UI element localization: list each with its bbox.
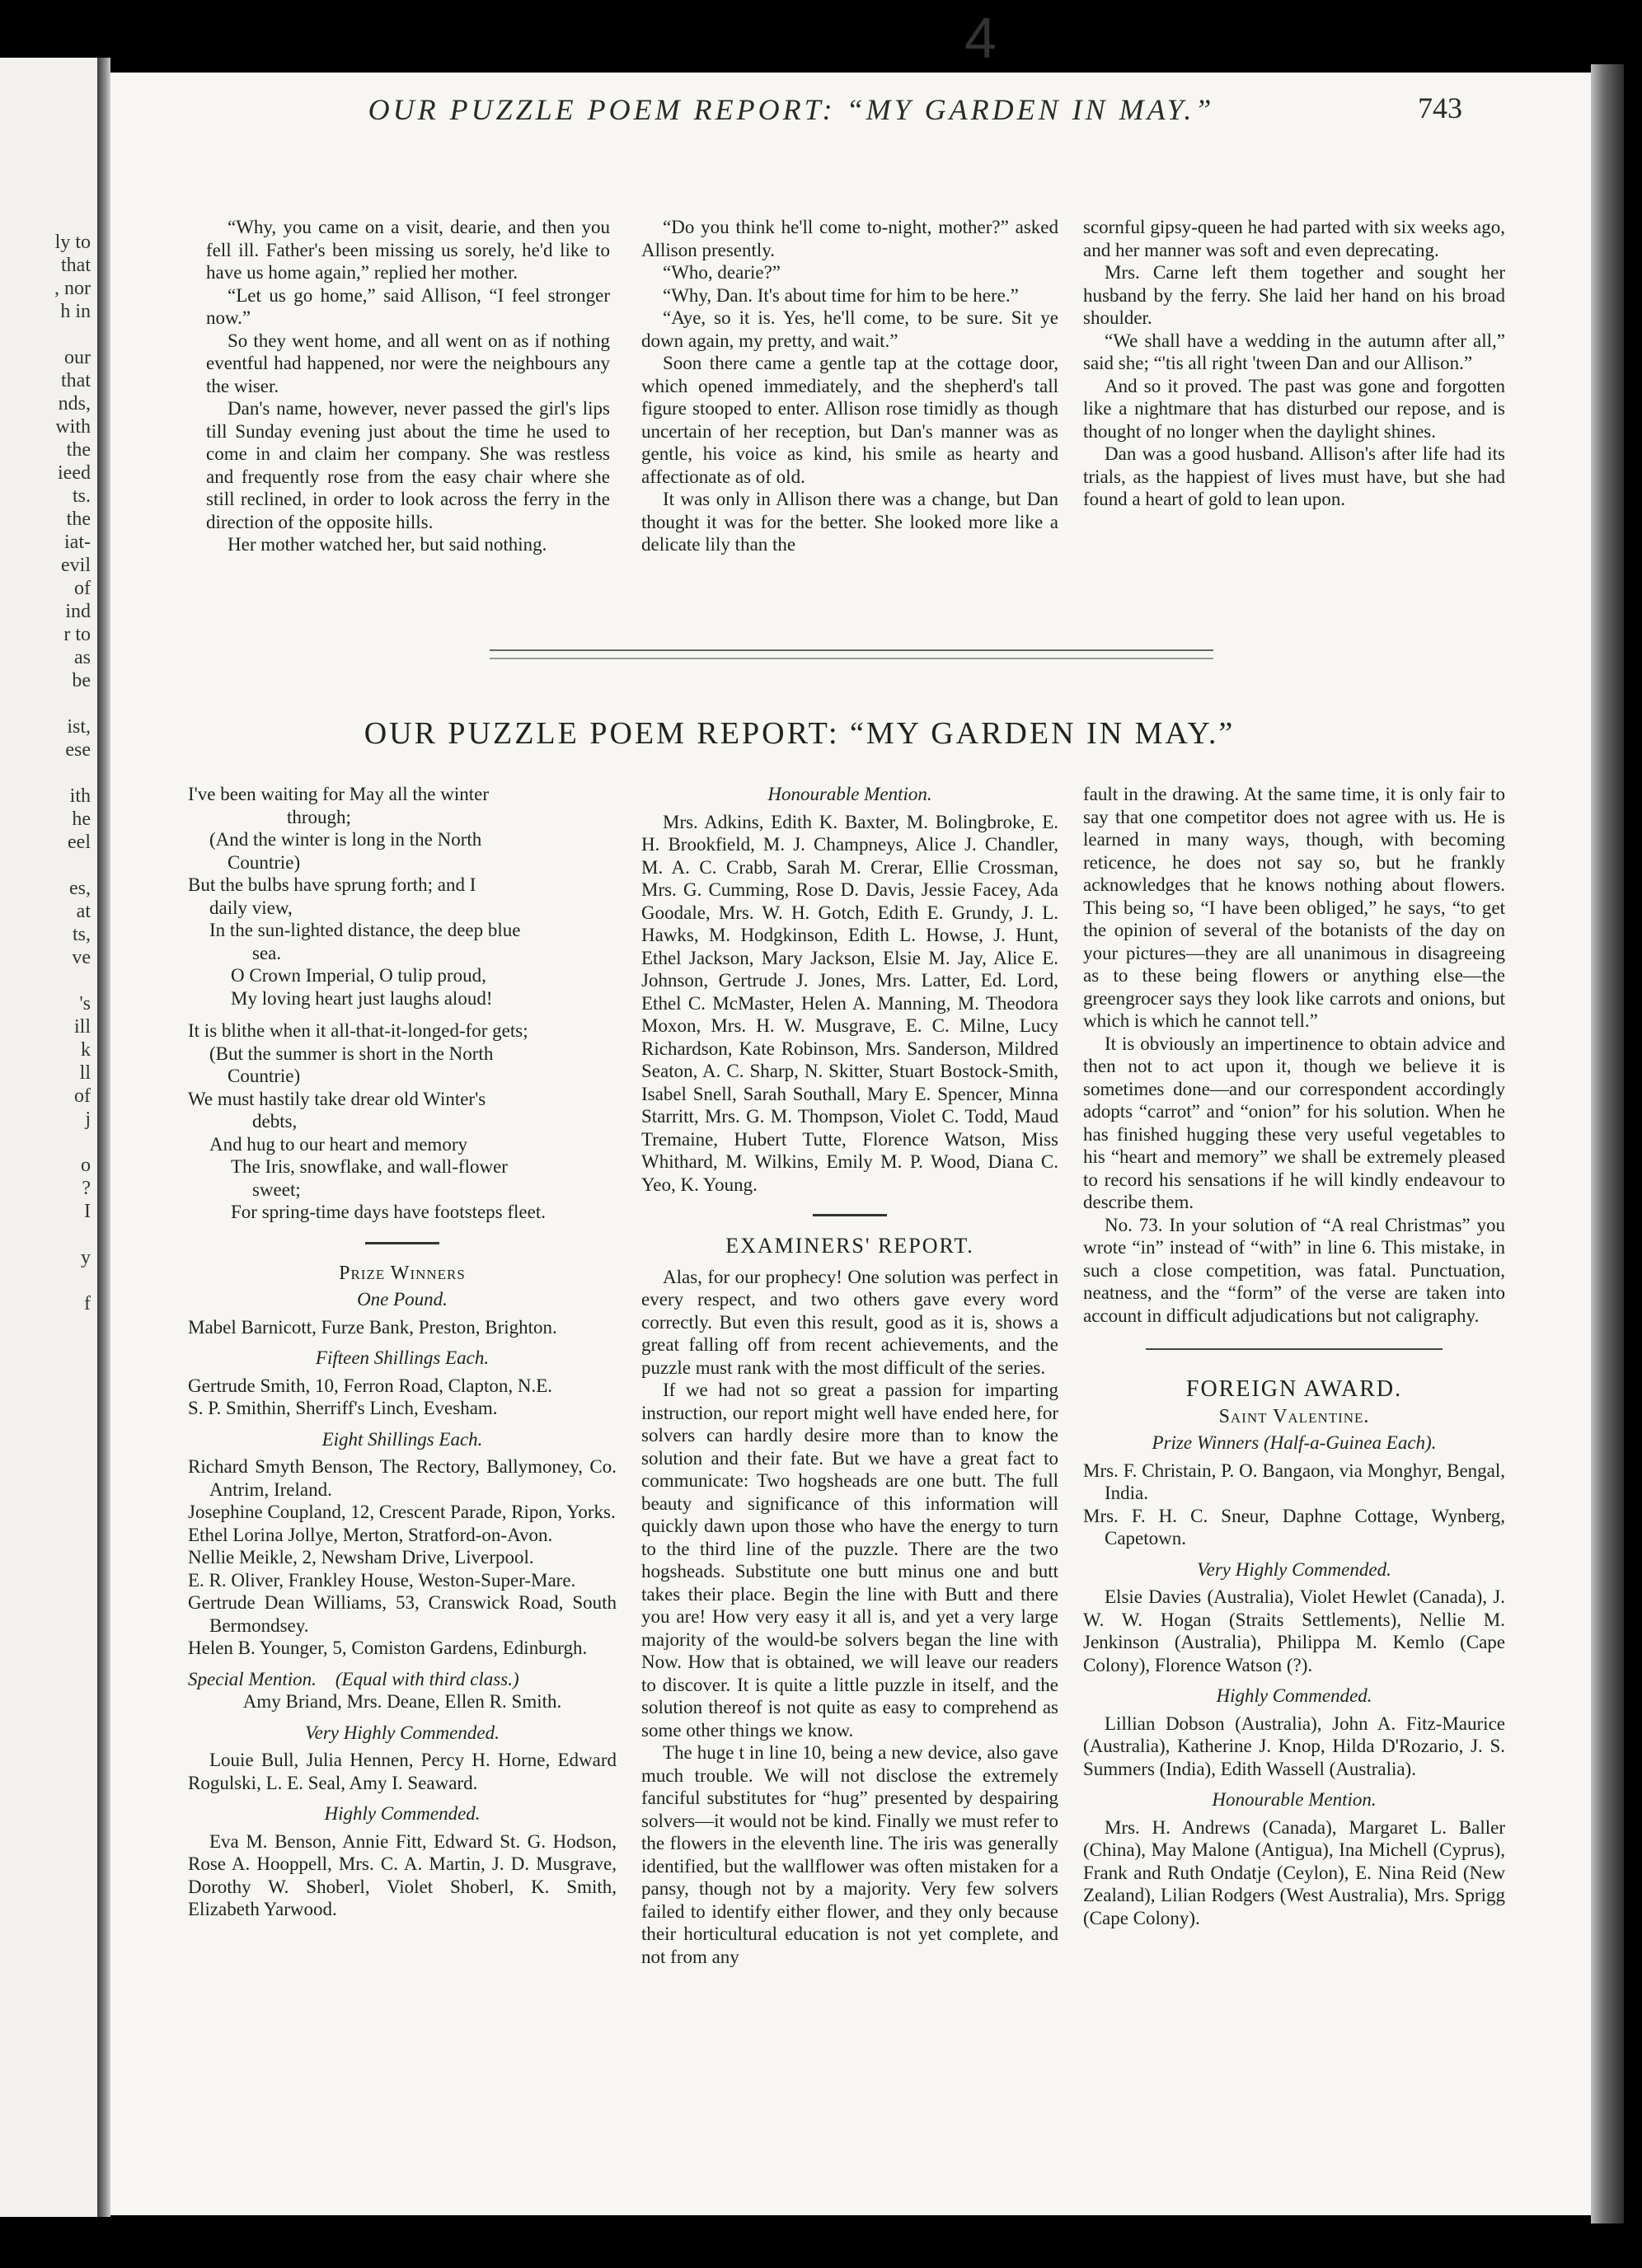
winner-entry: Helen B. Younger, 5, Comiston Gardens, Edinburgh. — [188, 1638, 588, 1658]
section-rule — [1146, 1348, 1443, 1350]
left-page-fragment: ill — [73, 1016, 91, 1038]
left-page-fragment: he — [72, 808, 91, 830]
left-page-fragment: ? — [82, 1178, 91, 1199]
story-paragraph: Soon there came a gentle tap at the cottage door, which opened immediately, and the shepherd's tall figure stooped to enter. Allison rose timidly as though uncertain of her reception, but Dan's manner was as gentle, his voice as kind, his smile as hearty and affectionate as of old. — [641, 353, 1058, 487]
story-paragraph: And so it proved. The past was gone and forgotten like a nightmare that has disturbed our repose, and is thought of no longer when the daylight shines. — [1083, 375, 1505, 442]
poem-line: The Iris, snowflake, and wall-flower — [231, 1156, 508, 1177]
poem-line: For spring-time days have footsteps fleet. — [231, 1202, 546, 1222]
foreign-hm-names: Mrs. H. Andrews (Canada), Margaret L. Baller (China), May Malone (Antigua), Ina Michell (Cyprus), Frank and Ruth Ondatje (Ceylon), E. Nina Reid (New Zealand), Lilian Rodgers (West Australia), Mrs. Sprigg (Cape Colony). — [1083, 1816, 1505, 1928]
fifteen-shillings-heading: Fifteen Shillings Each. — [315, 1347, 490, 1368]
very-highly-commended-heading: Very Highly Commended. — [305, 1722, 500, 1743]
special-mention-row — [188, 1668, 617, 1691]
left-page-fragment: that — [61, 370, 91, 391]
poem-line: sea. — [252, 942, 282, 963]
story-paragraph: Her mother watched her, but said nothing. — [228, 534, 547, 555]
left-page-fragment: y — [81, 1247, 91, 1268]
poem-line: through; — [287, 806, 351, 827]
highly-commended-heading: Highly Commended. — [324, 1803, 481, 1824]
examiners-paragraph: The huge t in line 10, being a new device, also gave much trouble. We will not disclose the extremely fanciful substitutes for “hug” presented by despairing solvers—it would not be kind. Finally we must refer to the flowers in the eleventh line. The iris was generally identified, but the wallflower was often mistaken for a pansy, though not by a majority. Very few solvers failed to identify either flower, and they only because their horticultural education is not yet complete, and not from any — [641, 1742, 1058, 1967]
poem-line: daily view, — [209, 897, 293, 918]
poem-line: We must hastily take drear old Winter's — [188, 1088, 486, 1109]
examiners-report-title: EXAMINERS' REPORT. — [725, 1234, 974, 1258]
report-column-3 — [1083, 783, 1505, 1929]
left-page-fragment: ly to — [54, 232, 91, 253]
story-paragraph: “Let us go home,” said Allison, “I feel stronger now.” — [206, 284, 610, 328]
foreign-award-title: FOREIGN AWARD. — [1185, 1376, 1403, 1402]
winner-entry: S. P. Smithin, Sherriff's Linch, Evesham. — [188, 1398, 498, 1418]
report-paragraph: No. 73. In your solution of “A real Christmas” you wrote “in” instead of “with” in line 6. This mistake, in such a close competition, was fatal. Punctuation, neatness, and the “form” of the verse are taken into account in difficult adjudications but not caligraphy. — [1083, 1214, 1505, 1326]
left-page-fragment: ve — [72, 947, 91, 968]
special-mention-names: Amy Briand, Mrs. Deane, Ellen R. Smith. — [242, 1691, 562, 1712]
left-page-fragment: iat- — [64, 532, 91, 553]
left-page-fragment: f — [84, 1293, 91, 1314]
puzzle-poem — [188, 783, 617, 1224]
poem-line: debts, — [252, 1111, 298, 1132]
left-page-strip — [0, 58, 97, 2217]
short-rule — [813, 1214, 887, 1216]
poem-line: It is blithe when it all-that-it-longed-for gets; — [188, 1020, 528, 1041]
left-page-fragment: ieed — [58, 462, 91, 484]
winner-entry: Josephine Coupland, 12, Crescent Parade, Ripon, Yorks. — [188, 1502, 616, 1522]
ink-mark: 4 — [964, 6, 997, 70]
vhc-names: Louie Bull, Julia Hennen, Percy H. Horne, Edward Rogulski, L. E. Seal, Amy I. Seaward. — [188, 1750, 617, 1793]
left-page-fragment: that — [61, 255, 91, 276]
left-page-fragment: ist, — [67, 716, 91, 738]
winner-entry: Ethel Lorina Jollye, Merton, Stratford-on-Avon. — [188, 1524, 553, 1545]
foreign-award-subtitle: Saint Valentine. — [1218, 1405, 1370, 1427]
honourable-mention-names: Mrs. Adkins, Edith K. Baxter, M. Bolingbroke, E. H. Brookfield, M. J. Champneys, Alice J. Chandler, M. A. C. Crabb, Sarah M. Crerar, Ellie Crossman, Mrs. G. Cumming, Rose D. Davis, Jessie Facey, Ada Goodale, Mrs. W. H. Gotch, Edith E. Grundy, J. L. Hawks, M. Hodgkinson, Edith L. Howse, J. Hunt, Ethel Jackson, Mary Jackson, Elsie M. Jay, Alice E. Johnson, Gertrude J. Jones, Mrs. Latter, Ed. Lord, Ethel C. McMaster, Helen A. Manning, M. Theodora Moxon, Mrs. H. W. Musgrave, E. C. Milne, Lucy Richardson, Kate Robinson, Mrs. Sanderson, Mildred Seaton, A. C. Sharp, N. Skitter, Stuart Bostock-Smith, Isabel Snell, Sarah Southall, Mary E. Spencer, Minna Starritt, Mrs. G. M. Thompson, Violet C. Todd, Maud Tremaine, Hubert Tutte, Florence Watson, Miss Whithard, M. Wilkins, Emily M. P. Wood, Diana C. Yeo, K. Young. — [641, 811, 1058, 1195]
report-title: OUR PUZZLE POEM REPORT: “MY GARDEN IN MAY.” — [364, 716, 1236, 751]
winner-entry: Gertrude Smith, 10, Ferron Road, Clapton, N.E. — [188, 1375, 553, 1396]
winner-entry: E. R. Oliver, Frankley House, Weston-Super-Mare. — [188, 1569, 576, 1591]
left-page-fragment: ll — [79, 1062, 91, 1084]
report-paragraph: fault in the drawing. At the same time, it is only fair to say that one competitor does not agree with us. He is learned in many ways, though, with becoming reticence, he does not say so, but he frankly acknowledges that he knows nothing about flowers. This being so, “I have been obliged,” he says, “to get the opinion of several of the botanists of the day on your pictures—they are all unanimous in disagreeing as to these being flowers or anything else—the greengrocer says they look like carrots and onions, but which is which he cannot tell.” — [1083, 784, 1505, 1031]
short-rule — [365, 1242, 439, 1244]
left-page-fragment: our — [64, 347, 91, 368]
examiners-paragraph: If we had not so great a passion for imparting instruction, our report might well have ended here, for solvers can hardly desire more than to know the solution and their fate. But we have a great fact to communicate: Two hogsheads are one butt. The full beauty and significance of this information will quickly dawn upon those who have the energy to turn to the third line of the puzzle. There are the two hogsheads. Substitute one butt minus one and butt takes their place. Begin the line with Butt and there you are! How very easy it all is, and yet a very large majority of the would-be solvers began the line with Now. How that is obtained, we will leave our readers to discover. It is quite a little puzzle in itself, and the solution thereof is not quite as easy to comprehend as some other things we know. — [641, 1380, 1058, 1741]
left-page-fragment: the — [66, 439, 91, 461]
poem-line: (But the summer is short in the North — [209, 1043, 494, 1064]
left-page-fragment: ts, — [72, 924, 91, 945]
story-paragraph: It was only in Allison there was a change, but Dan thought it was for the better. She looked more like a delicate lily than the — [641, 489, 1058, 555]
poem-line: O Crown Imperial, O tulip proud, — [231, 965, 486, 986]
left-page-fragment: eel — [68, 832, 91, 853]
left-page-fragment: ith — [69, 785, 91, 807]
story-paragraph: “Why, you came on a visit, dearie, and then you fell ill. Father's been missing us sorely, he'd like to have us home again,” replied her mother. — [206, 217, 610, 283]
page-number: 743 — [1418, 91, 1462, 124]
examiners-paragraph: Alas, for our prophecy! One solution was perfect in every respect, and two others gave every word correctly. But even this result, good as it is, shows a great falling off from recent achievements, and the puzzle must rank with the most difficult of the series. — [641, 1266, 1058, 1378]
left-page-fragment: of — [74, 578, 91, 599]
page-edge — [1591, 64, 1624, 2223]
left-page-fragment: o — [81, 1155, 91, 1176]
left-page-fragment: of — [74, 1085, 91, 1107]
poem-line: And hug to our heart and memory — [209, 1133, 467, 1155]
left-page-fragment: ts. — [72, 485, 91, 507]
hc-names: Eva M. Benson, Annie Fitt, Edward St. G. Hodson, Rose A. Hooppell, Mrs. C. A. Martin, J. D. Musgrave, Dorothy W. Shoberl, Violet Shoberl, K. Smith, Elizabeth Yarwood. — [188, 1830, 617, 1919]
story-paragraph: “Why, Dan. It's about time for him to be here.” — [663, 284, 1019, 306]
foreign-hc-heading: Highly Commended. — [1216, 1685, 1372, 1706]
story-column-3 — [1083, 216, 1505, 511]
winner-entry: Richard Smyth Benson, The Rectory, Ballymoney, Co. Antrim, Ireland. — [188, 1456, 617, 1500]
one-pound-heading: One Pound. — [357, 1289, 448, 1310]
story-paragraph: So they went home, and all went on as if nothing eventful had happened, nor were the neighbours any the wiser. — [206, 330, 610, 396]
report-paragraph: It is obviously an impertinence to obtain advice and then not to act upon it, though we believe it is sometimes done—and our correspondent accordingly adopts “carrot” and “onion” for his solution. When he has finished hugging these very useful vegetables to his “heart and memory” we shall be extremely pleased to record his sensations if he will kindly endeavour to describe them. — [1083, 1033, 1505, 1212]
foreign-prize-heading: Prize Winners (Half-a-Guinea Each). — [1152, 1432, 1437, 1453]
foreign-vhc-names: Elsie Davies (Australia), Violet Hewlet (Canada), J. W. W. Hogan (Straits Settlements), Nellie M. Jenkinson (Australia), Philippa M. Kemlo (Cape Colony), Florence Watson (?). — [1083, 1586, 1505, 1675]
story-paragraph: Dan was a good husband. Allison's after life had its trials, as the happiest of lives must have, but she had found a heart of gold to lean upon. — [1083, 443, 1505, 509]
story-column-1 — [206, 216, 610, 556]
eight-shillings-heading: Eight Shillings Each. — [321, 1428, 483, 1450]
special-mention-note: (Equal with third class.) — [335, 1668, 519, 1689]
report-column-1 — [188, 783, 617, 1921]
left-page-fragment: , nor — [54, 278, 91, 299]
left-page-fragment: the — [66, 508, 91, 530]
poem-line: sweet; — [252, 1179, 301, 1200]
winner-entry: Mrs. F. Christain, P. O. Bangaon, via Monghyr, Bengal, India. — [1083, 1460, 1505, 1503]
section-divider — [490, 649, 1213, 659]
poem-line: (And the winter is long in the North — [209, 829, 482, 850]
poem-line: My loving heart just laughs aloud! — [231, 987, 493, 1009]
left-page-fragment: ind — [65, 601, 91, 622]
story-paragraph: “We shall have a wedding in the autumn after all,” said she; “'tis all right 'tween Dan and our Allison.” — [1083, 330, 1505, 373]
left-page-fragment: es, — [69, 878, 91, 899]
story-paragraph: “Aye, so it is. Yes, he'll come, to be sure. Sit ye down again, my pretty, and wait.” — [641, 307, 1058, 351]
book-gutter — [97, 58, 110, 2217]
left-page-fragment: 's — [79, 993, 91, 1015]
left-page-fragment: be — [72, 670, 91, 691]
left-page-fragment: nds, — [58, 393, 91, 415]
winner-entry: Mrs. F. H. C. Sneur, Daphne Cottage, Wynberg, Capetown. — [1083, 1505, 1505, 1549]
story-paragraph: “Do you think he'll come to-night, mother?” asked Allison presently. — [641, 217, 1058, 260]
winner-entry: Gertrude Dean Williams, 53, Cranswick Road, South Bermondsey. — [188, 1592, 617, 1636]
left-page-fragment: ese — [65, 739, 91, 761]
prize-winners-heading: Prize Winners — [339, 1262, 466, 1284]
poem-line: I've been waiting for May all the winter — [188, 784, 489, 804]
left-page-fragment: h in — [60, 301, 91, 322]
left-page-fragment: as — [74, 647, 91, 668]
winner-entry: Mabel Barnicott, Furze Bank, Preston, Brighton. — [188, 1316, 557, 1338]
honourable-mention-heading: Honourable Mention. — [767, 784, 932, 804]
winner-entry: Nellie Meikle, 2, Newsham Drive, Liverpool. — [188, 1547, 534, 1567]
story-paragraph: Mrs. Carne left them together and sought her husband by the ferry. She laid her hand on his broad shoulder. — [1083, 262, 1505, 328]
left-page-fragment: with — [55, 416, 91, 438]
left-page-fragment: at — [76, 901, 91, 922]
story-paragraph: scornful gipsy-queen he had parted with six weeks ago, and her manner was soft and even deprecating. — [1083, 217, 1505, 260]
left-page-fragment: k — [81, 1039, 91, 1061]
report-column-2 — [641, 783, 1058, 1968]
story-paragraph: “Who, dearie?” — [663, 262, 781, 283]
poem-line: Countrie) — [228, 1066, 301, 1086]
story-paragraph: Dan's name, however, never passed the girl's lips till Sunday evening just about the time he used to come in and claim her company. She was restless and frequently rose from the easy chair where she still reclined, in order to look across the ferry in the direction of the opposite hills. — [206, 398, 610, 532]
left-page-fragment: evil — [61, 555, 91, 576]
running-header: OUR PUZZLE POEM REPORT: “MY GARDEN IN MAY.” — [368, 93, 1215, 126]
foreign-hm-heading: Honourable Mention. — [1212, 1789, 1377, 1810]
poem-line: But the bulbs have sprung forth; and I — [188, 874, 476, 895]
foreign-vhc-heading: Very Highly Commended. — [1197, 1558, 1391, 1580]
foreign-hc-names: Lillian Dobson (Australia), John A. Fitz-Maurice (Australia), Katherine J. Knop, Hilda D'Rozario, J. S. Summers (India), Edith Wassell (Australia). — [1083, 1713, 1505, 1779]
left-page-fragment: I — [84, 1201, 91, 1222]
story-column-2 — [641, 216, 1058, 556]
left-page-fragment: r to — [63, 624, 91, 645]
special-mention-label: Special Mention. — [188, 1668, 317, 1689]
left-page-fragment: j — [85, 1108, 91, 1130]
poem-line: In the sun-lighted distance, the deep blue — [209, 920, 521, 940]
poem-line: Countrie) — [228, 851, 301, 873]
